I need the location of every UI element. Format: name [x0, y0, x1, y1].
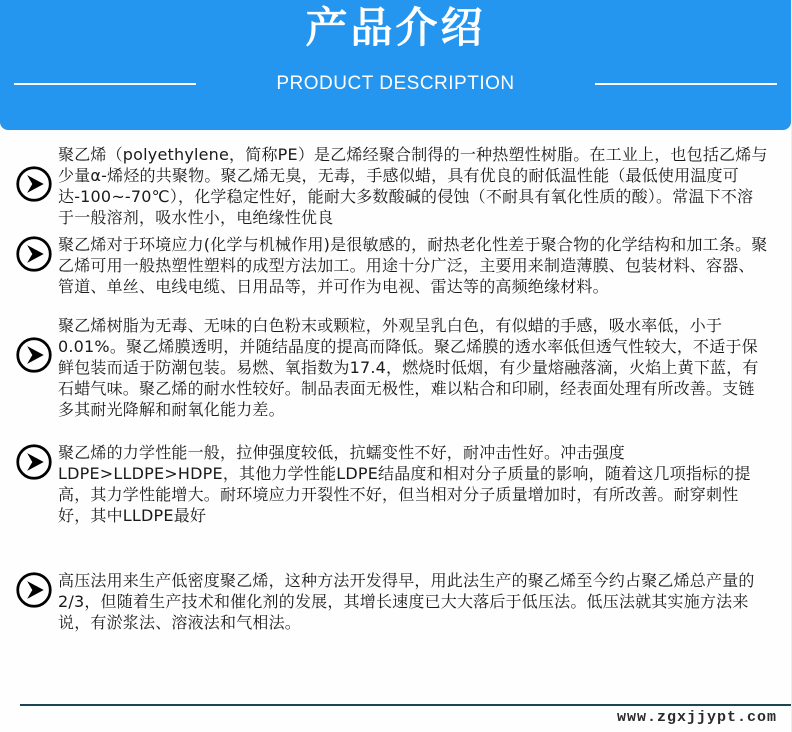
- circle-arrow-right-icon: [15, 165, 53, 203]
- paragraph-text: 聚乙烯的力学性能一般，拉伸强度较低，抗蠕变性不好，耐冲击性好。冲击强度LDPE>LLDPE>HDPE，其他力学性能LDPE结晶度和相对分子质量的影响，随着这几项指标的提高，其力学性能增大。耐环境应力开裂性不好，但当相对分子质量增加时，有所改善。耐穿刺性好，其中LLDPE最好: [58, 443, 751, 525]
- circle-arrow-right-icon: [15, 571, 53, 609]
- footer-divider-line: [20, 704, 791, 706]
- paragraph-item: [15, 144, 769, 228]
- circle-arrow-right-icon: [15, 336, 53, 374]
- divider-line-left: [14, 83, 196, 85]
- circle-arrow-right-icon: [15, 443, 53, 481]
- paragraph-item: [15, 570, 769, 633]
- footer: [20, 704, 791, 726]
- paragraph-text: 聚乙烯树脂为无毒、无味的白色粉末或颗粒，外观呈乳白色，有似蜡的手感，吸水率低，小于0.01%。聚乙烯膜透明，并随结晶度的提高而降低。聚乙烯膜的透水率低但透气性较大，不适于保鲜包装而适于防潮包装。易燃、氧指数为17.4，燃烧时低烟，有少量熔融落滴，火焰上黄下蓝，有石蜡气味。聚乙烯的耐水性较好。制品表面无极性，难以粘合和印刷，经表面处理有所改善。支链多其耐光降解和耐氧化能力差。: [58, 316, 759, 419]
- subtitle-row: [0, 73, 791, 95]
- page-title: 产品介绍: [305, 3, 486, 52]
- divider-line-right: [595, 83, 777, 85]
- paragraph-text: 聚乙烯（polyethylene，简称PE）是乙烯经聚合制得的一种热塑性树脂。在工业上，也包括乙烯与少量α-烯烃的共聚物。聚乙烯无臭，无毒，手感似蜡，具有优良的耐低温性能（最低使用温度可达-100~-70℃），化学稳定性好，能耐大多数酸碱的侵蚀（不耐具有氧化性质的酸）。常温下不溶于一般溶剂，吸水性小，电绝缘性优良: [58, 145, 768, 227]
- page-subtitle: PRODUCT DESCRIPTION: [276, 73, 515, 94]
- circle-arrow-right-icon: [15, 235, 53, 273]
- paragraph-item: [15, 234, 769, 297]
- paragraph-text: 聚乙烯对于环境应力(化学与机械作用)是很敏感的，耐热老化性差于聚合物的化学结构和加工条。聚乙烯可用一般热塑性塑料的成型方法加工。用途十分广泛，主要用来制造薄膜、包装材料、容器、管道、单丝、电线电缆、日用品等，并可作为电视、雷达等的高频绝缘材料。: [58, 235, 768, 296]
- website-url: www.zgxjjypt.com: [616, 709, 777, 726]
- header-banner: [0, 0, 791, 130]
- paragraph-list: [0, 130, 791, 633]
- paragraph-item: [15, 442, 769, 526]
- paragraph-text: 高压法用来生产低密度聚乙烯，这种方法开发得早，用此法生产的聚乙烯至今约占聚乙烯总产量的2/3，但随着生产技术和催化剂的发展，其增长速度已大大落后于低压法。低压法就其实施方法来说，有淤浆法、溶液法和气相法。: [58, 571, 755, 632]
- paragraph-item: [15, 315, 769, 420]
